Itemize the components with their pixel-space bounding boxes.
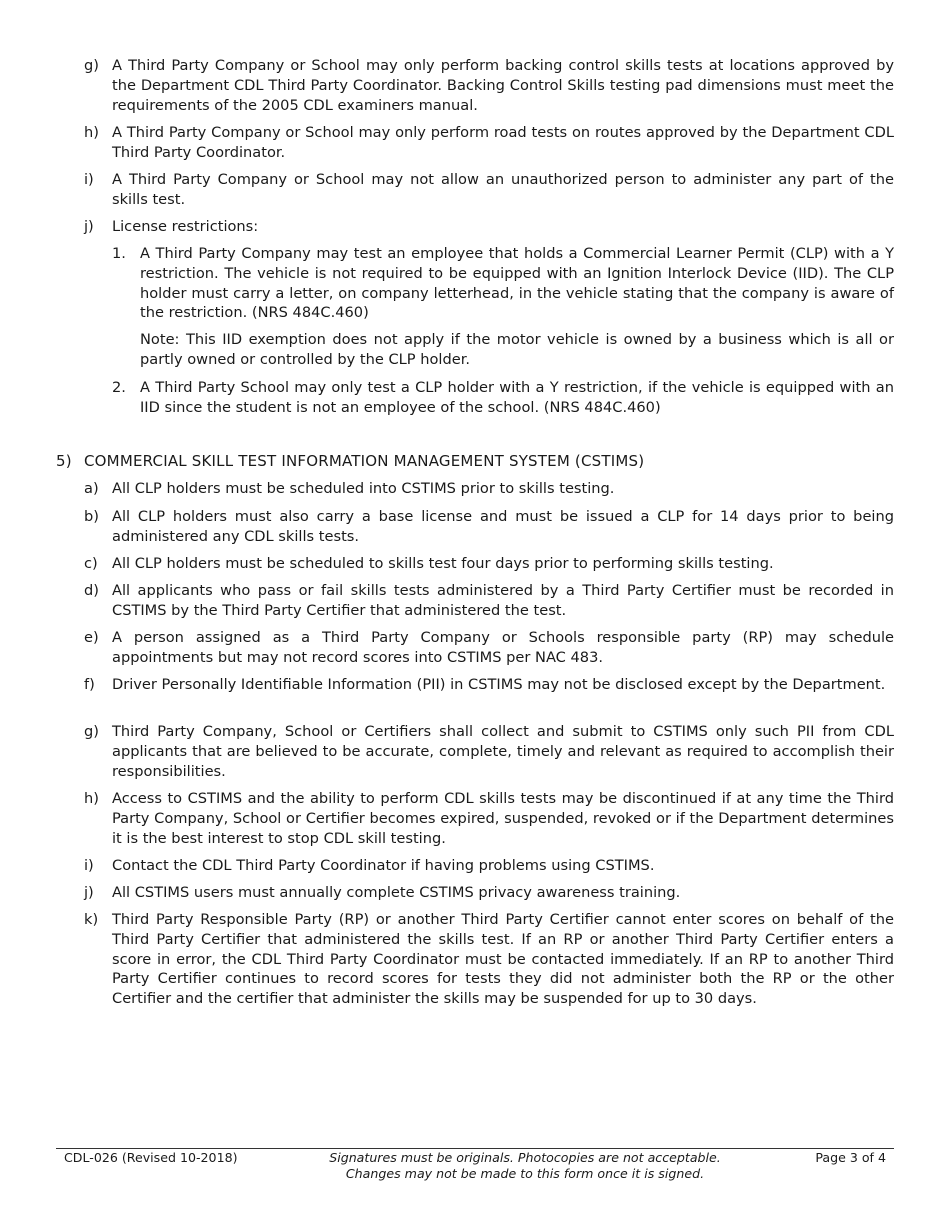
list-item-d — [84, 581, 894, 621]
list-item-text: A Third Party Company or School may not allow an unauthorized person to administer any part of the skills test. — [112, 171, 894, 208]
list-item-text: License restrictions: — [112, 218, 259, 235]
list-item-c — [84, 554, 894, 574]
restriction-label: 2. — [112, 379, 126, 396]
section-title: COMMERCIAL SKILL TEST INFORMATION MANAGEMENT SYSTEM (CSTIMS) — [84, 452, 645, 470]
list-item-j — [84, 883, 894, 903]
restriction-item-2 — [112, 378, 894, 418]
list-item-label: j) — [84, 218, 94, 235]
form-id: CDL-026 (Revised 10-2018) — [64, 1150, 238, 1165]
list-item-i — [84, 170, 894, 210]
list-item-text: All applicants who pass or fail skills tests administered by a Third Party Certifier must be recorded in CSTIMS by the Third Party Certifier that administered the test. — [112, 582, 894, 619]
list-item-a — [84, 479, 894, 499]
restriction-text: A Third Party Company may test an employee that holds a Commercial Learner Permit (CLP) with a Y restriction. The vehicle is not required to be equipped with an Ignition Interlock Device (IID). The CLP holder must carry a letter, on company letterhead, in the vehicle stating that the company is aware of the restriction. (NRS 484C.460) — [140, 245, 894, 322]
list-item-label: h) — [84, 124, 99, 141]
signature-notice-line-1: Signatures must be originals. Photocopies are not acceptable. — [329, 1150, 721, 1165]
list-item-text: All CSTIMS users must annually complete CSTIMS privacy awareness training. — [112, 884, 681, 901]
list-item-label: g) — [84, 723, 99, 740]
list-item-label: f) — [84, 676, 95, 693]
restriction-text: A Third Party School may only test a CLP holder with a Y restriction, if the vehicle is equipped with an IID since the student is not an employee of the school. (NRS 484C.460) — [140, 379, 894, 416]
list-item-text: Contact the CDL Third Party Coordinator if having problems using CSTIMS. — [112, 857, 655, 874]
iid-exemption-note: Note: This IID exemption does not apply if the motor vehicle is owned by a business which is all or partly owned or controlled by the CLP holder. — [140, 331, 894, 368]
list-item-e — [84, 628, 894, 668]
list-item-label: d) — [84, 582, 99, 599]
list-item-g — [84, 722, 894, 781]
list-item-h — [84, 789, 894, 848]
list-item-label: c) — [84, 555, 98, 572]
list-item-label: h) — [84, 790, 99, 807]
list-item-text: A Third Party Company or School may only perform road tests on routes approved by the Department CDL Third Party Coordinator. — [112, 124, 894, 161]
list-item-label: i) — [84, 171, 94, 188]
signature-notice-line-2: Changes may not be made to this form once it is signed. — [345, 1166, 705, 1181]
list-item-label: a) — [84, 480, 99, 497]
list-item-text: Access to CSTIMS and the ability to perform CDL skills tests may be discontinued if at any time the Third Party Company, School or Certifier becomes expired, suspended, revoked or if the Department determines it is the best interest to stop CDL skill testing. — [112, 790, 894, 847]
list-item-i — [84, 856, 894, 876]
list-item-label: j) — [84, 884, 94, 901]
list-item-h — [84, 123, 894, 163]
signature-notice — [290, 1150, 760, 1182]
list-item-g — [84, 56, 894, 115]
page-number: Page 3 of 4 — [815, 1150, 886, 1165]
list-item-text: Third Party Responsible Party (RP) or another Third Party Certifier cannot enter scores on behalf of the Third Party Certifier that administered the skills test. If an RP or another Third Party Certifier enters a score in error, the CDL Third Party Coordinator must be contacted immediately. If an RP to another Third Party Certifier continues to record scores for tests they did not administer both the RP or the other Certifier and the certifier that administer the skills may be suspended for up to 30 days. — [112, 911, 894, 1008]
list-item-label: g) — [84, 57, 99, 74]
list-item-text: A Third Party Company or School may only perform backing control skills tests at locations approved by the Department CDL Third Party Coordinator. Backing Control Skills testing pad dimensions must meet the requirements of the 2005 CDL examiners manual. — [112, 57, 894, 114]
restriction-item-1 — [112, 244, 894, 323]
list-item-text: Third Party Company, School or Certifiers shall collect and submit to CSTIMS only such PII from CDL applicants that are believed to be accurate, complete, timely and relevant as required to accomplish their responsibilities. — [112, 723, 894, 780]
list-item-text: All CLP holders must also carry a base license and must be issued a CLP for 14 days prior to being administered any CDL skills tests. — [112, 508, 894, 545]
list-item-b — [84, 507, 894, 547]
list-item-label: i) — [84, 857, 94, 874]
footer-divider — [56, 1148, 894, 1149]
list-item-label: k) — [84, 911, 99, 928]
list-item-j — [84, 217, 894, 237]
list-item-f — [84, 675, 894, 695]
list-item-text: Driver Personally Identifiable Information (PII) in CSTIMS may not be disclosed except by the Department. — [112, 676, 886, 693]
section-number: 5) — [56, 452, 72, 470]
list-item-k — [84, 910, 894, 1009]
list-item-text: All CLP holders must be scheduled to skills test four days prior to performing skills testing. — [112, 555, 774, 572]
list-item-text: All CLP holders must be scheduled into CSTIMS prior to skills testing. — [112, 480, 615, 497]
section-heading — [56, 451, 644, 471]
list-item-label: b) — [84, 508, 99, 525]
list-item-label: e) — [84, 629, 99, 646]
restriction-label: 1. — [112, 245, 126, 262]
list-item-text: A person assigned as a Third Party Company or Schools responsible party (RP) may schedule appointments but may not record scores into CSTIMS per NAC 483. — [112, 629, 894, 666]
